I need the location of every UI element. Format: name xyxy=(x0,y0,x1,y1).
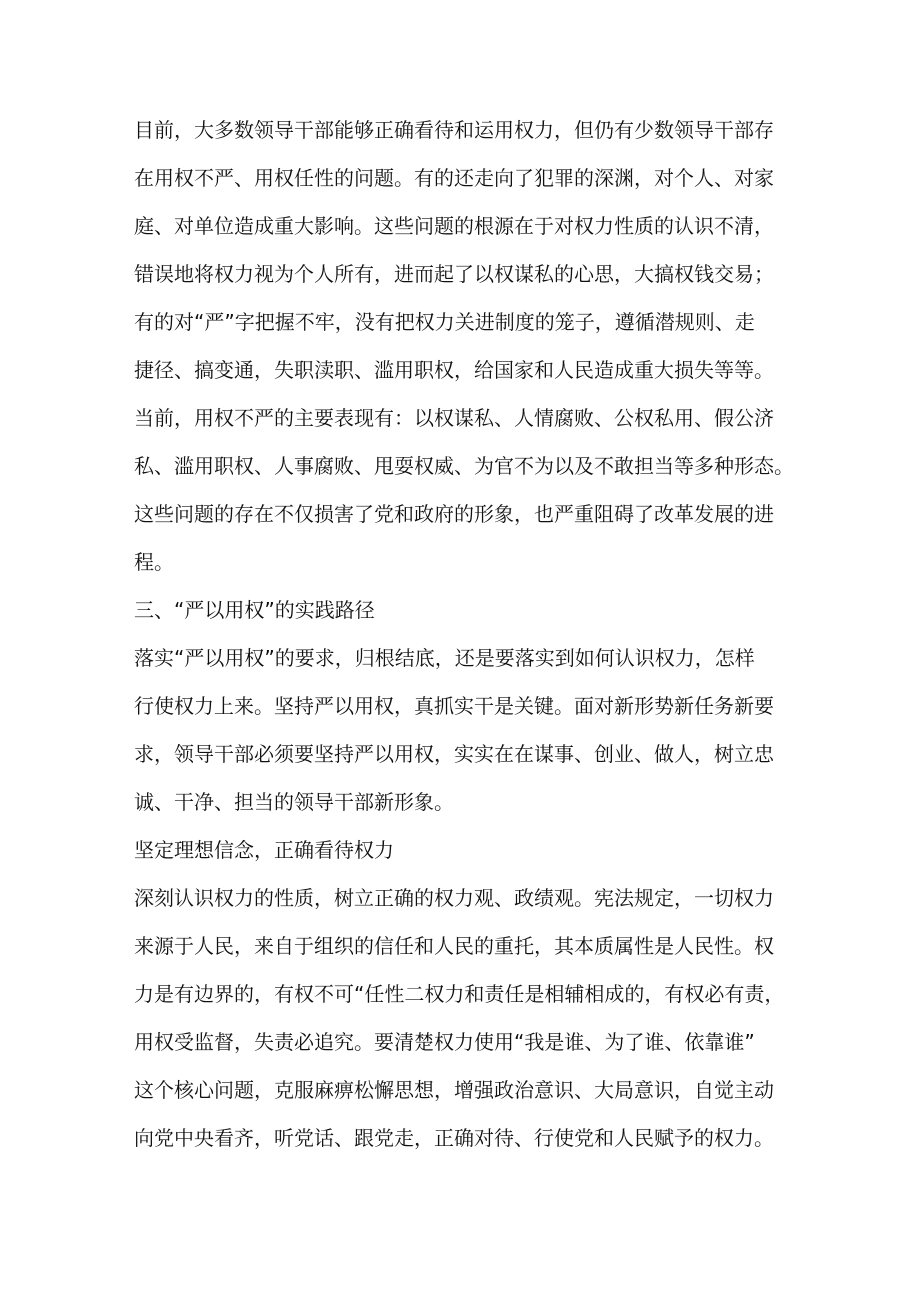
text-line: 深刻认识权力的性质，树立正确的权力观、政绩观。宪法规定，一切权力 xyxy=(134,886,774,910)
text-line: 用权受监督，失责必追究。要清楚权力使用“我是谁、为了谁、依靠谁” xyxy=(134,1030,755,1054)
text-line: 庭、对单位造成重大影响。这些问题的根源在于对权力性质的认识不清， xyxy=(134,214,774,238)
text-line: 目前，大多数领导干部能够正确看待和运用权力，但仍有少数领导干部存 xyxy=(134,118,774,142)
text-line: 行使权力上来。坚持严以用权，真抓实干是关键。面对新形势新任务新要 xyxy=(134,694,774,718)
text-line: 落实“严以用权”的要求，归根结底，还是要落实到如何认识权力，怎样 xyxy=(134,646,755,670)
text-line: 在用权不严、用权任性的问题。有的还走向了犯罪的深渊，对个人、对家 xyxy=(134,166,774,190)
text-line: 求，领导干部必须要坚持严以用权，实实在在谋事、创业、做人，树立忠 xyxy=(134,742,774,766)
text-line: 力是有边界的，有权不可“任性二权力和责任是相辅相成的，有权必有责， xyxy=(134,982,785,1006)
section-heading: 三、“严以用权”的实践路径 xyxy=(134,598,375,622)
text-line: 私、滥用职权、人事腐败、甩耍权威、为官不为以及不敢担当等多种形态。 xyxy=(134,454,794,478)
text-line: 有的对“严”字把握不牢，没有把权力关进制度的笼子，遵循潜规则、走 xyxy=(134,310,755,334)
document-body xyxy=(134,106,794,1162)
text-line: 程。 xyxy=(134,550,174,574)
text-line: 来源于人民，来自于组织的信任和人民的重托，其本质属性是人民性。权 xyxy=(134,934,774,958)
text-line: 诚、干净、担当的领导干部新形象。 xyxy=(134,790,454,814)
text-line: 错误地将权力视为个人所有，进而起了以权谋私的心思，大搞权钱交易； xyxy=(134,262,774,286)
subsection-heading: 坚定理想信念，正确看待权力 xyxy=(134,838,394,862)
text-line: 捷径、搞变通，失职渎职、滥用职权，给国家和人民造成重大损失等等。 xyxy=(134,358,774,382)
text-line: 这些问题的存在不仅损害了党和政府的形象，也严重阻碍了改革发展的进 xyxy=(134,502,774,526)
text-line: 向党中央看齐，听党话、跟党走，正确对待、行使党和人民赋予的权力。 xyxy=(134,1126,774,1150)
text-line: 这个核心问题，克服麻痹松懈思想，增强政治意识、大局意识，自觉主动 xyxy=(134,1078,774,1102)
text-line: 当前，用权不严的主要表现有：以权谋私、人情腐败、公权私用、假公济 xyxy=(134,406,774,430)
